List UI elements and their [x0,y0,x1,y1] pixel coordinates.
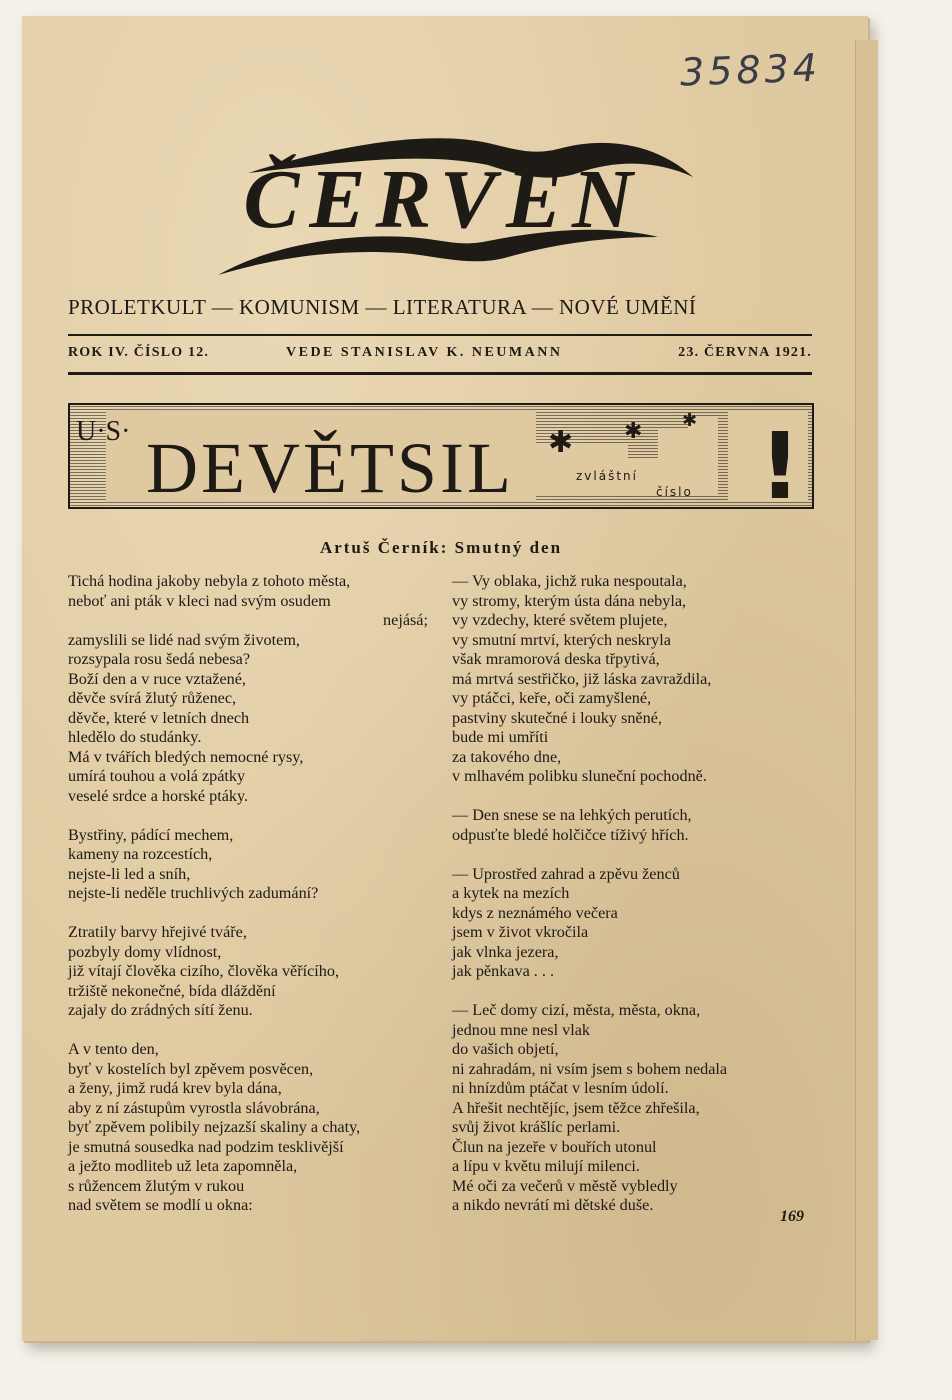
poem-line: odpusťte bledé holčičce tíživý hřích. [452,825,689,844]
poem-line: a ženy, jimž rudá krev byla dána, [68,1079,282,1097]
issue-date: 23. ČERVNA 1921. [678,345,812,360]
poem-line: Člun na jezeře v bouřích utonul [452,1137,657,1156]
poem-line: s růžencem žlutým v rukou [68,1176,245,1195]
poem-line: Ztratily barvy hřejivé tváře, [68,923,247,941]
page-edge [855,40,878,1340]
poem-line: kdys z neznámého večera [452,903,618,922]
poem-line: pastviny skutečné i louky sněné, [452,708,662,727]
issue-number: ROK IV. ČÍSLO 12. [68,345,210,360]
poem-line: A hřešit nechtějíc, jsem těžce zhřešila, [452,1098,700,1117]
poem-line: v mlhavém polibku sluneční pochodně. [452,767,707,785]
stanza-gap [68,1021,434,1041]
poem-line: nejste-li neděle truchlivých zadumání? [68,884,319,902]
poem-line: nejásá; [383,611,428,629]
star-icon: ✱ [548,425,574,460]
poem-line: — Vy oblaka, jichž ruka nespoutala, [452,572,687,590]
poem-line: do vašich objetí, [452,1040,559,1058]
banner-name: DEVĚTSIL [146,428,514,508]
stanza-gap [452,982,822,1002]
poem-line: kameny na rozcestích, [68,845,213,863]
poem-line: a ježto modliteb už leta zapomněla, [68,1157,298,1175]
star-icon: ✱ [624,419,643,444]
poem-line: Má v tvářích bledých nemocné rysy, [68,747,304,766]
poem-right-column [452,572,822,1216]
magazine-subtitle: PROLETKULT — KOMUNISM — LITERATURA — NOVÉ UMĚNÍ [68,295,697,319]
poem-line: jak pěnkava . . . [452,962,555,980]
stanza-gap [452,787,822,807]
poem-line: ni hnízdům ptáčat v lesním údolí. [452,1079,669,1097]
poem-line: děvče, které v letních dnech [68,708,250,727]
poem-line: byť v kostelích byl zpěvem posvěcen, [68,1059,314,1078]
masthead-title: ČERVEN [243,153,643,246]
poem-title: Smutný den [454,538,563,557]
poem-line: neboť ani pták v kleci nad svým osudem [68,591,331,610]
poem-line: byť zpěvem polibily nejzazší skaliny a chaty, [68,1118,361,1136]
poem-line: vy vzdechy, které světem plujete, [452,611,668,629]
poem-line: jsem v život vkročila [452,923,589,941]
poem-line: bude mi umříti [452,728,549,746]
poem-line: hledělo do studánky. [68,728,202,746]
poem-line: A v tento den, [68,1040,159,1058]
poem-line: — Uprostřed zahrad a zpěvu ženců [452,864,680,883]
poem-line: rozsypala rosu šedá nebesa? [68,650,251,668]
poem-line: je smutná sousedka nad podzim tesklivější [68,1137,344,1156]
poem-line: — Den snese se na lehkých perutích, [452,806,692,824]
poem-author: Artuš Černík: [319,538,449,557]
poem-line: jak vlnka jezera, [452,942,559,961]
poem-heading [68,538,814,558]
poem-line: nejste-li led a sníh, [68,864,191,883]
page-number: 169 [780,1208,804,1225]
star-icon: ✱ [682,410,698,431]
masthead-logo [188,125,698,285]
poem-line: tržiště nekonečné, bída dláždění [68,981,276,1000]
poem-line: nad světem se modlí u okna: [68,1196,253,1214]
banner-prefix: U·S· [76,416,131,447]
top-rule [68,334,812,336]
poem-line: umírá touhou a volá zpátky [68,767,246,785]
poem-line: Boží den a v ruce vztažené, [68,669,246,688]
poem-line: Bystřiny, pádící mechem, [68,825,234,844]
poem-left-column [68,572,434,1216]
poem-line: a kytek na mezích [452,884,570,902]
poem-line: Mé oči za večerů v městě vybledly [452,1176,678,1195]
poem-line: ni zahradám, ni vsím jsem s bohem nedala [452,1059,728,1078]
poem-line: za takového dne, [452,747,562,766]
poem-line: — Leč domy cizí, města, města, okna, [452,1001,701,1019]
poem-line: vy smutní mrtví, kterých neskryla [452,630,671,649]
stanza-gap [68,806,434,826]
poem-line: děvče svírá žlutý růženec, [68,689,237,707]
banner-note-2: číslo [656,485,693,499]
stanza-gap [452,845,822,865]
poem-line: a nikdo nevrátí mi dětské duše. [452,1196,654,1214]
poem-line: veselé srdce a horské ptáky. [68,786,249,805]
banner-note-1: zvláštní [576,469,638,483]
stanza-gap [68,904,434,924]
archive-number: 35834 [679,45,822,95]
poem-line: pozbyly domy vlídnost, [68,942,222,961]
poem-line: zajaly do zrádných sítí ženu. [68,1001,253,1019]
poem-line: vy ptáčci, keře, oči zamyšlené, [452,689,652,707]
poem-line: jednou mne nesl vlak [452,1020,591,1039]
exclamation-mark: ! [759,413,801,512]
poem-line: má mrtvá sestřičko, již láska zavraždila, [452,669,712,688]
poem-line: a lípu v květu milují milenci. [452,1157,640,1175]
devetsil-banner [68,400,814,512]
poem-line: vy stromy, kterým ústa dána nebyla, [452,591,687,610]
editor: VEDE STANISLAV K. NEUMANN [286,345,563,360]
poem-line: však mramorová deska třpytivá, [452,650,660,668]
poem-line: již vítají člověka cizího, člověka věřícího, [68,962,340,980]
poem-line: svůj život krášlíc perlami. [452,1118,621,1136]
bottom-rule [68,372,812,375]
poem-line: aby z ní zástupům vyrostla slávobrána, [68,1098,320,1117]
poem-line: zamyslili se lidé nad svým životem, [68,630,300,649]
poem-line: Tichá hodina jakoby nebyla z tohoto města, [68,572,351,590]
